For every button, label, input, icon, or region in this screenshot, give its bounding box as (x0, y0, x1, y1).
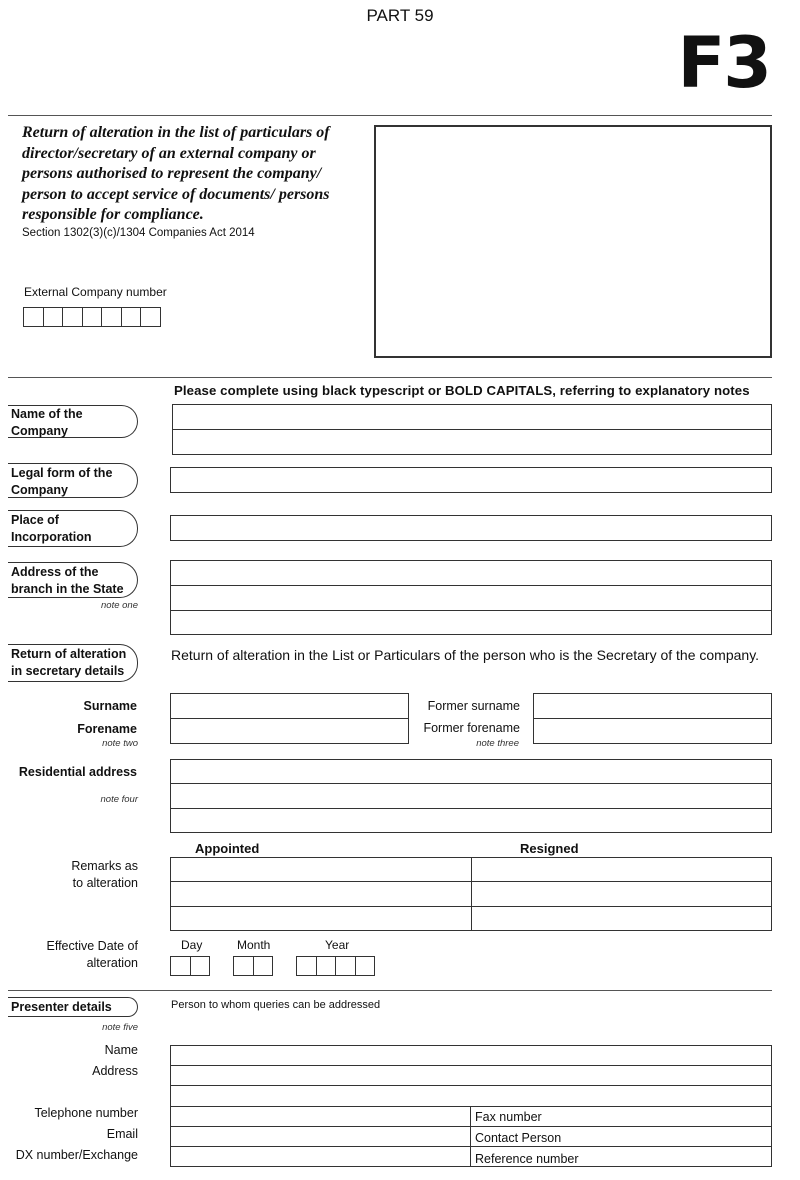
digit-box[interactable] (23, 307, 44, 327)
digit-box[interactable] (62, 307, 83, 327)
note-one: note one (101, 600, 138, 611)
field-line (170, 1146, 772, 1147)
field-line (170, 1085, 772, 1086)
name-label: Name (104, 1043, 138, 1057)
field-line (170, 585, 772, 586)
digit-box[interactable] (190, 956, 211, 976)
note-two: note two (102, 738, 138, 749)
fax-label: Fax number (475, 1110, 542, 1124)
reference-number-label: Reference number (475, 1152, 579, 1166)
residential-address-field[interactable] (170, 759, 772, 833)
section-reference: Section 1302(3)(c)/1304 Companies Act 2014 (22, 227, 255, 239)
branch-address-label: Address of the branch in the State (8, 562, 138, 598)
field-line (533, 718, 772, 719)
form-title: Return of alteration in the list of particulars of director/secretary of an external company or persons authorised to represent the company/ person to accept service of documents/ persons responsible for compliance. (22, 124, 330, 223)
return-alteration-label: Return of alteration in secretary details (8, 644, 138, 682)
field-line (170, 718, 409, 719)
digit-box[interactable] (296, 956, 317, 976)
digit-box[interactable] (355, 956, 376, 976)
digit-box[interactable] (335, 956, 356, 976)
field-line (172, 429, 772, 430)
residential-address-label: Residential address (18, 765, 137, 779)
dx-label: DX number/Exchange (15, 1148, 138, 1162)
office-stamp-box (374, 125, 772, 358)
field-line (170, 610, 772, 611)
surname-label: Surname (83, 699, 137, 713)
email-label: Email (106, 1127, 138, 1141)
digit-box[interactable] (82, 307, 103, 327)
remarks-label: Remarks as to alteration (71, 859, 138, 890)
instructions: Please complete using black typescript or BOLD CAPITALS, referring to explanatory notes (174, 383, 750, 398)
divider (8, 115, 772, 116)
presenter-details-label: Presenter details (8, 997, 138, 1017)
company-number-input[interactable] (23, 307, 160, 327)
place-of-incorporation-field[interactable] (170, 515, 772, 541)
effective-date-label: Effective Date of alteration (46, 939, 138, 970)
digit-box[interactable] (121, 307, 142, 327)
contact-person-label: Contact Person (475, 1131, 562, 1145)
year-label: Year (325, 938, 350, 952)
month-label: Month (237, 938, 271, 952)
address-label: Address (92, 1064, 138, 1078)
legal-form-field[interactable] (170, 467, 772, 493)
note-five: note five (102, 1022, 138, 1033)
note-four: note four (100, 794, 138, 805)
digit-box[interactable] (140, 307, 161, 327)
digit-box[interactable] (233, 956, 254, 976)
digit-box[interactable] (316, 956, 337, 976)
former-forename-label: Former forename (423, 721, 520, 735)
branch-address-field[interactable] (170, 560, 772, 635)
digit-box[interactable] (43, 307, 64, 327)
divider (8, 990, 772, 991)
presenter-text: Person to whom queries can be addressed (171, 999, 381, 1011)
appointed-heading: Appointed (195, 841, 260, 856)
divider (8, 377, 772, 378)
year-input[interactable] (296, 956, 374, 976)
field-line (170, 783, 772, 784)
place-of-incorporation-label: Place of Incorporation (8, 510, 138, 547)
digit-box[interactable] (253, 956, 274, 976)
field-line (170, 1065, 772, 1066)
field-line (170, 1126, 772, 1127)
company-number-label: External Company number (24, 285, 167, 299)
field-line (170, 1106, 772, 1107)
part-heading: PART 59 (366, 6, 434, 25)
day-input[interactable] (170, 956, 209, 976)
forename-label: Forename (77, 722, 137, 736)
field-line (170, 808, 772, 809)
month-input[interactable] (233, 956, 272, 976)
former-surname-label: Former surname (427, 699, 520, 713)
resigned-heading: Resigned (520, 841, 579, 856)
legal-form-label: Legal form of the Company (8, 463, 138, 498)
column-divider (470, 1106, 471, 1167)
digit-box[interactable] (101, 307, 122, 327)
name-of-company-label: Name of the Company (8, 405, 138, 438)
digit-box[interactable] (170, 956, 191, 976)
return-alteration-text: Return of alteration in the List or Particulars of the person who is the Secretary of the company. (171, 647, 760, 663)
note-three: note three (476, 738, 519, 749)
telephone-label: Telephone number (34, 1106, 138, 1120)
day-label: Day (181, 938, 203, 952)
column-divider (471, 857, 472, 931)
form-number: F3 (677, 22, 770, 104)
